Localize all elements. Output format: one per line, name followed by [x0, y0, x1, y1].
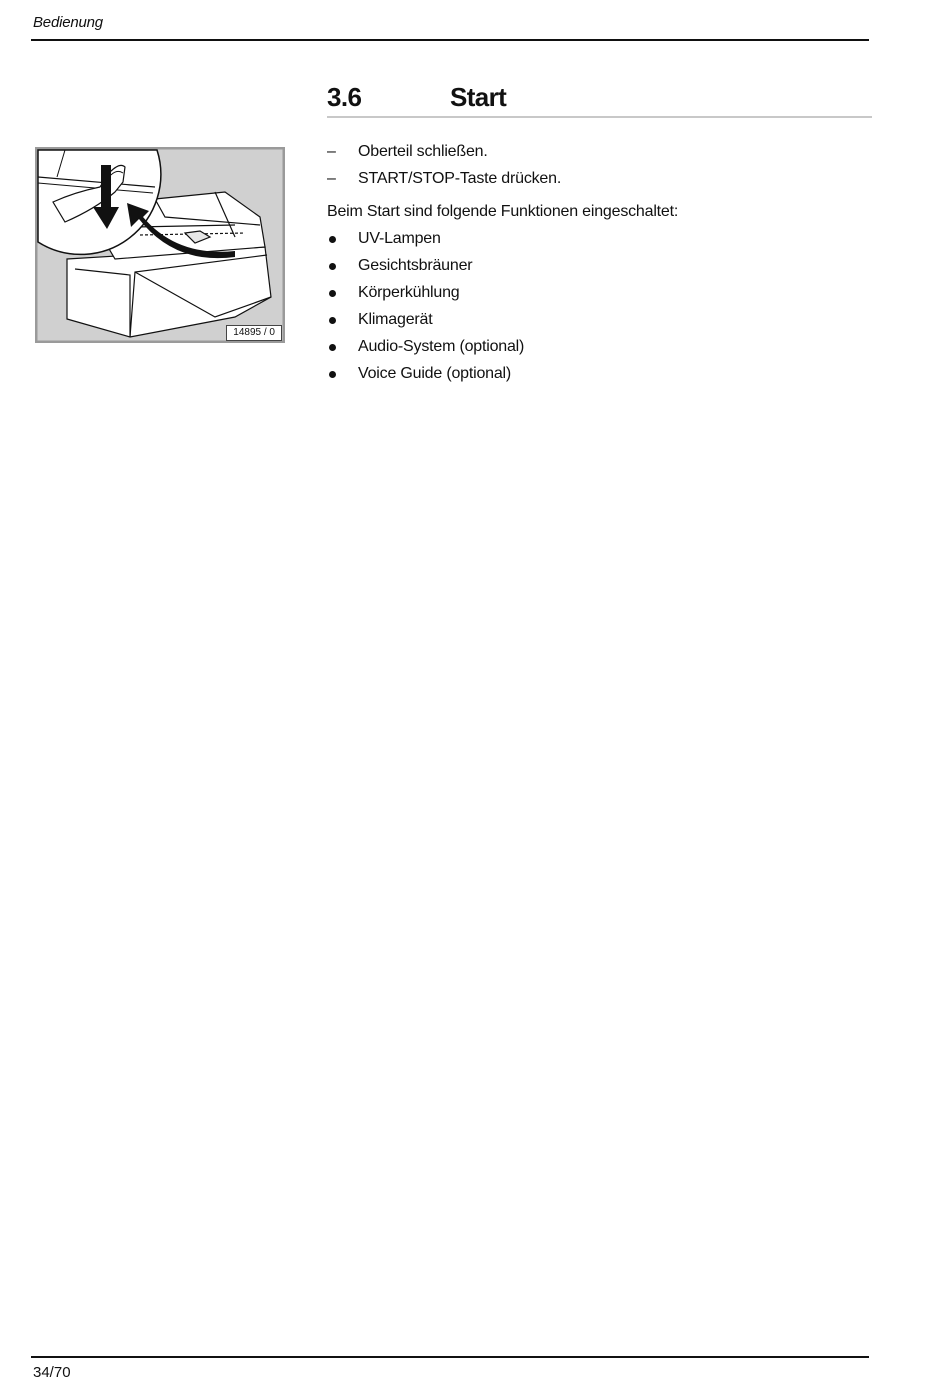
functions-intro: Beim Start sind folgende Funktionen eingeschaltet: — [327, 203, 679, 220]
bullet-icon — [329, 263, 336, 270]
step-item — [327, 141, 867, 168]
dash-marker: – — [327, 143, 336, 160]
function-text: Voice Guide (optional) — [358, 365, 512, 382]
function-item — [327, 336, 867, 363]
function-text: Körperkühlung — [358, 284, 460, 301]
section-number: 3.6 — [327, 82, 362, 112]
running-header: Bedienung — [33, 14, 103, 31]
section-heading — [327, 82, 872, 118]
figure-solarium-closing-lid — [35, 147, 285, 343]
function-text: UV-Lampen — [358, 230, 441, 247]
function-text: Gesichtsbräuner — [358, 257, 473, 274]
dash-marker: – — [327, 170, 336, 187]
step-text: Oberteil schließen. — [358, 143, 488, 160]
function-text: Klimagerät — [358, 311, 433, 328]
bullet-icon — [329, 317, 336, 324]
function-text: Audio-System (optional) — [358, 338, 525, 355]
bullet-icon — [329, 290, 336, 297]
bullet-icon — [329, 236, 336, 243]
bullet-icon — [329, 371, 336, 378]
section-title: Start — [450, 82, 507, 112]
function-item — [327, 282, 867, 309]
page-number: 34/70 — [33, 1364, 71, 1381]
step-text: START/STOP-Taste drücken. — [358, 170, 562, 187]
function-item — [327, 309, 867, 336]
step-item — [327, 168, 867, 195]
function-item — [327, 363, 867, 390]
header-rule — [31, 39, 869, 41]
solarium-illustration — [35, 147, 285, 343]
function-item — [327, 228, 867, 255]
section-body — [327, 141, 867, 390]
figure-number: 14895 / 0 — [226, 325, 282, 341]
footer-rule — [31, 1356, 869, 1358]
function-item — [327, 255, 867, 282]
bullet-icon — [329, 344, 336, 351]
